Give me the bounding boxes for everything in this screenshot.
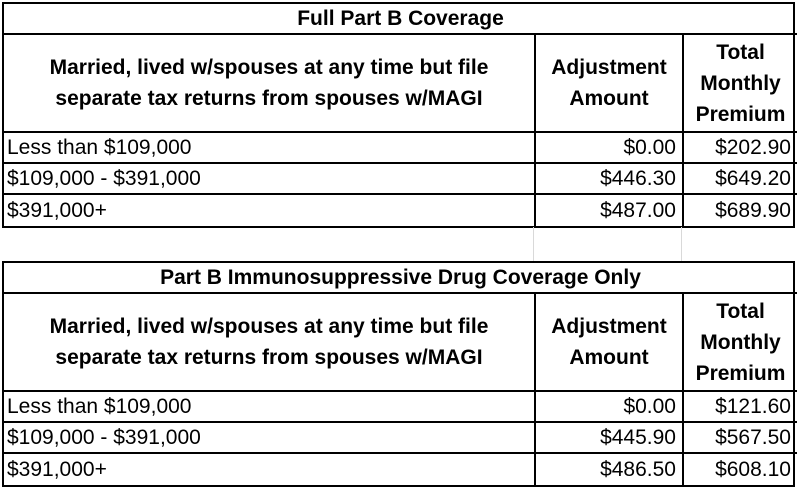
table-title: Part B Immunosuppressive Drug Coverage Only [4, 263, 797, 294]
spacer-cell [534, 227, 682, 261]
adjustment-cell: $487.00 [536, 195, 684, 226]
income-cell: $109,000 - $391,000 [4, 423, 536, 454]
spacer-cell [682, 227, 795, 261]
adjustment-cell: $446.30 [536, 164, 684, 195]
adjustment-cell: $0.00 [536, 392, 684, 423]
income-cell: Less than $109,000 [4, 392, 536, 423]
adjustment-cell: $445.90 [536, 423, 684, 454]
column-header-income: Married, lived w/spouses at any time but file separate tax returns from spouses w/MAGI [4, 294, 536, 392]
column-header-premium: Total Monthly Premium [684, 294, 797, 392]
table-title: Full Part B Coverage [4, 4, 797, 35]
column-header-adjustment: Adjustment Amount [536, 35, 684, 133]
premium-cell: $649.20 [684, 164, 797, 195]
income-cell: $391,000+ [4, 195, 536, 226]
premium-cell: $567.50 [684, 423, 797, 454]
premium-cell: $202.90 [684, 133, 797, 164]
adjustment-cell: $0.00 [536, 133, 684, 164]
spacer-cell [2, 227, 534, 261]
adjustment-cell: $486.50 [536, 454, 684, 485]
full-part-b-coverage-table [2, 2, 795, 228]
premium-cell: $608.10 [715, 457, 791, 481]
immunosuppressive-drug-coverage-table [2, 261, 795, 487]
table-spacer [2, 227, 795, 261]
income-cell: $391,000+ [4, 454, 536, 485]
premium-cell: $121.60 [684, 392, 797, 423]
column-header-premium: Total Monthly Premium [684, 35, 797, 133]
income-cell: Less than $109,000 [4, 133, 536, 164]
income-cell: $109,000 - $391,000 [4, 164, 536, 195]
premium-cell: $689.90 [715, 198, 791, 222]
column-header-income: Married, lived w/spouses at any time but file separate tax returns from spouses w/MAGI [4, 35, 536, 133]
column-header-adjustment: Adjustment Amount [536, 294, 684, 392]
